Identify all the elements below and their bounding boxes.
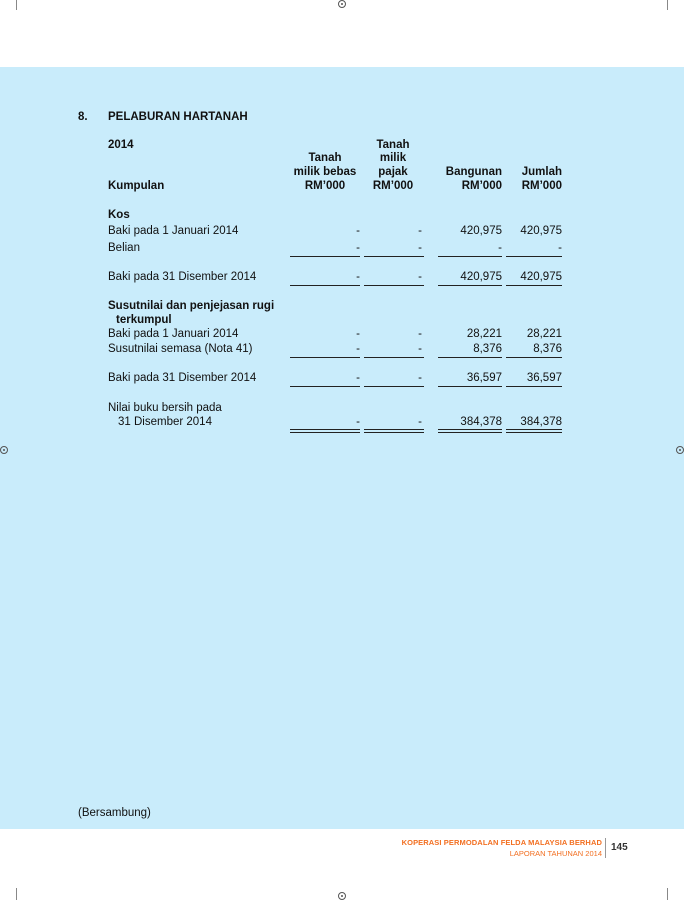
subtotal-rule [438,256,502,257]
footer-divider [605,838,606,858]
table-year: 2014 [108,139,134,151]
total-rule [506,386,562,387]
subtotal-rule [290,256,360,257]
section-heading-depreciation: Susutnilai dan penjejasan rugi [108,300,275,312]
total-rule [364,285,424,286]
crop-mark [16,888,17,900]
double-total-rule [506,429,562,433]
footer-report-title: LAPORAN TAHUNAN 2014 [509,849,602,858]
registration-mark-left [0,446,8,454]
crop-mark [16,0,17,10]
group-label: Kumpulan [108,180,165,192]
section-heading-cost: Kos [108,209,130,221]
total-rule [506,285,562,286]
page-number: 145 [611,842,628,853]
subtotal-rule [290,357,360,358]
total-rule [438,386,502,387]
registration-mark-top [338,0,346,8]
total-rule [364,386,424,387]
subtotal-rule [364,357,424,358]
footer-organisation: KOPERASI PERMODALAN FELDA MALAYSIA BERHAD [401,838,602,847]
continued-note: (Bersambung) [78,807,151,819]
subtotal-rule [506,357,562,358]
double-total-rule [438,429,502,433]
subtotal-rule [364,256,424,257]
crop-mark [667,888,668,900]
total-rule [438,285,502,286]
note-number: 8. [78,111,88,123]
subtotal-rule [506,256,562,257]
section-heading-depreciation-cont: terkumpul [116,314,172,326]
double-total-rule [290,429,360,433]
total-rule [290,285,360,286]
registration-mark-bottom [338,892,346,900]
crop-mark [667,0,668,10]
registration-mark-right [676,446,684,454]
note-title: PELABURAN HARTANAH [108,111,248,123]
net-book-label: Nilai buku bersih pada [108,402,222,414]
double-total-rule [364,429,424,433]
subtotal-rule [438,357,502,358]
total-rule [290,386,360,387]
